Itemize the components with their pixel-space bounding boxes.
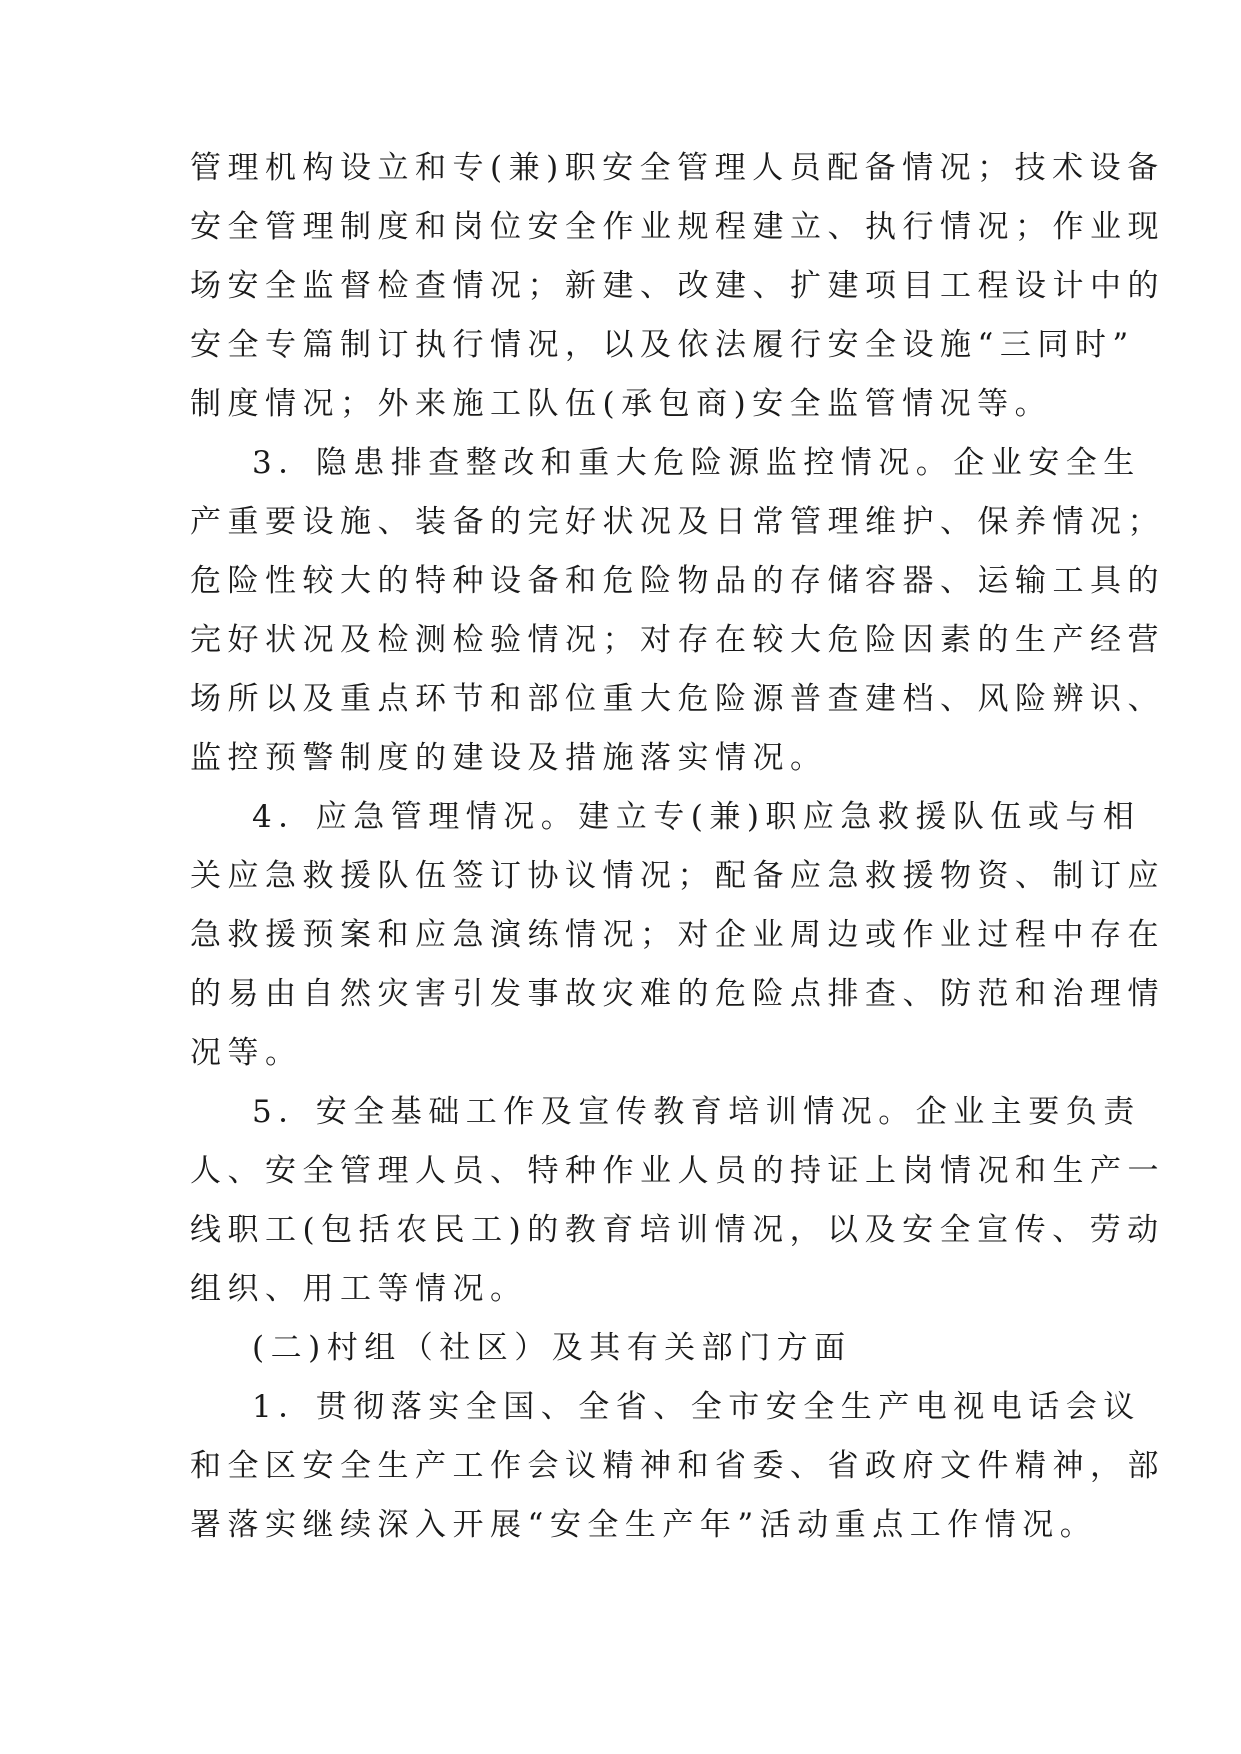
text-line: 关应急救援队伍签订协议情况；配备应急救援物资、制订应: [190, 858, 1165, 894]
text-line: 组织、用工等情况。: [190, 1271, 528, 1307]
text-line: 危险性较大的特种设备和危险物品的存储容器、运输工具的: [190, 563, 1165, 599]
text-line: 场所以及重点环节和部位重大危险源普查建档、风险辨识、: [190, 681, 1165, 717]
text-line: 的易由自然灾害引发事故灾难的危险点排查、防范和治理情: [190, 976, 1165, 1012]
paragraph-start-line: 4．应急管理情况。建立专(兼)职应急救援队伍或与相: [252, 799, 1141, 835]
text-line: 况等。: [190, 1035, 303, 1071]
text-line: 署落实继续深入开展“安全生产年”活动重点工作情况。: [190, 1507, 1098, 1543]
text-line: 急救援预案和应急演练情况；对企业周边或作业过程中存在: [190, 917, 1165, 953]
text-line: 监控预警制度的建设及措施落实情况。: [190, 740, 828, 776]
text-line: 制度情况；外来施工队伍(承包商)安全监管情况等。: [190, 386, 1053, 422]
text-line: 线职工(包括农民工)的教育培训情况，以及安全宣传、劳动: [190, 1212, 1165, 1248]
text-line: 人、安全管理人员、特种作业人员的持证上岗情况和生产一: [190, 1153, 1165, 1189]
paragraph-start-line: 3．隐患排查整改和重大危险源监控情况。企业安全生: [252, 445, 1141, 481]
text-line: 管理机构设立和专(兼)职安全管理人员配备情况；技术设备: [190, 150, 1165, 186]
text-line: 场安全监督检查情况；新建、改建、扩建项目工程设计中的: [190, 268, 1165, 304]
text-line: 完好状况及检测检验情况；对存在较大危险因素的生产经营: [190, 622, 1165, 658]
text-line: 安全管理制度和岗位安全作业规程建立、执行情况；作业现: [190, 209, 1165, 245]
text-line: 产重要设施、装备的完好状况及日常管理维护、保养情况；: [190, 504, 1165, 540]
section-heading: (二)村组（社区）及其有关部门方面: [252, 1330, 852, 1366]
text-line: 安全专篇制订执行情况，以及依法履行安全设施“三同时”: [190, 327, 1135, 363]
text-line: 和全区安全生产工作会议精神和省委、省政府文件精神，部: [190, 1448, 1165, 1484]
paragraph-start-line: 5．安全基础工作及宣传教育培训情况。企业主要负责: [252, 1094, 1141, 1130]
paragraph-start-line: 1．贯彻落实全国、全省、全市安全生产电视电话会议: [252, 1389, 1141, 1425]
